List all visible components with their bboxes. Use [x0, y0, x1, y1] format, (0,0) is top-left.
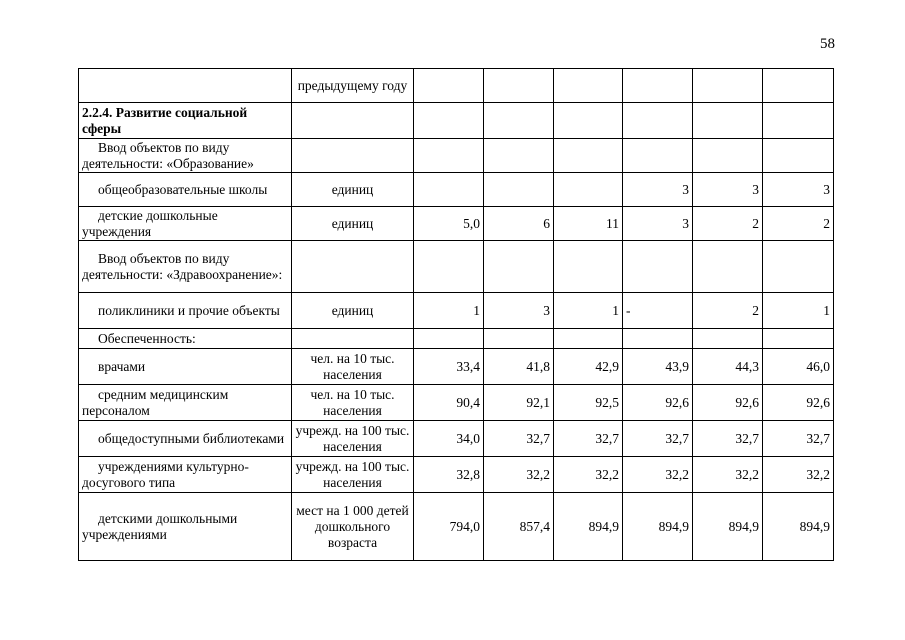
value-cell: 32,7: [623, 421, 693, 457]
value-cell: [693, 103, 763, 139]
row-unit: [292, 329, 414, 349]
value-cell: 894,9: [554, 493, 623, 561]
value-cell: 894,9: [693, 493, 763, 561]
value-cell: 92,6: [763, 385, 834, 421]
value-cell: 32,7: [484, 421, 554, 457]
value-cell: [554, 329, 623, 349]
value-cell: [414, 139, 484, 173]
table-row: [79, 493, 834, 561]
value-cell: [484, 103, 554, 139]
value-cell: 92,6: [623, 385, 693, 421]
row-unit: мест на 1 000 детей дошкольного возраста: [292, 493, 414, 561]
value-cell: 32,2: [554, 457, 623, 493]
value-cell: [484, 69, 554, 103]
table-row: [79, 103, 834, 139]
row-name: врачами: [79, 349, 292, 385]
value-cell: [693, 329, 763, 349]
value-cell: 90,4: [414, 385, 484, 421]
value-cell: 32,7: [554, 421, 623, 457]
value-cell: 1: [414, 293, 484, 329]
value-cell: 32,2: [484, 457, 554, 493]
value-cell: [414, 173, 484, 207]
value-cell: [623, 103, 693, 139]
table-row: [79, 385, 834, 421]
value-cell: 44,3: [693, 349, 763, 385]
row-unit: [292, 241, 414, 293]
table-row: [79, 69, 834, 103]
value-cell: 857,4: [484, 493, 554, 561]
value-cell: [484, 139, 554, 173]
value-cell: [623, 139, 693, 173]
value-cell: [414, 69, 484, 103]
value-cell: 32,8: [414, 457, 484, 493]
table-row: [79, 241, 834, 293]
value-cell: [414, 103, 484, 139]
value-cell: 3: [623, 173, 693, 207]
value-cell: 43,9: [623, 349, 693, 385]
row-name: Ввод объектов по виду деятельности: «Образование»: [79, 139, 292, 173]
value-cell: 92,6: [693, 385, 763, 421]
row-name: детские дошкольные учреждения: [79, 207, 292, 241]
value-cell: [554, 241, 623, 293]
value-cell: 92,5: [554, 385, 623, 421]
row-name: Обеспеченность:: [79, 329, 292, 349]
value-cell: [693, 139, 763, 173]
value-cell: [554, 139, 623, 173]
value-cell: 41,8: [484, 349, 554, 385]
row-unit: единиц: [292, 207, 414, 241]
value-cell: [414, 329, 484, 349]
row-unit: единиц: [292, 293, 414, 329]
value-cell: 32,7: [693, 421, 763, 457]
row-unit: чел. на 10 тыс. населения: [292, 349, 414, 385]
value-cell: 2: [693, 293, 763, 329]
table-row: [79, 293, 834, 329]
value-cell: [623, 241, 693, 293]
row-name: учреждениями культурно-досугового типа: [79, 457, 292, 493]
row-unit: чел. на 10 тыс. населения: [292, 385, 414, 421]
value-cell: 894,9: [763, 493, 834, 561]
value-cell: 1: [763, 293, 834, 329]
value-cell: [763, 139, 834, 173]
value-cell: 5,0: [414, 207, 484, 241]
value-cell: [484, 173, 554, 207]
row-name: [79, 69, 292, 103]
value-cell: 42,9: [554, 349, 623, 385]
value-cell: [554, 173, 623, 207]
table-row: [79, 329, 834, 349]
row-unit: предыдущему году: [292, 69, 414, 103]
value-cell: 34,0: [414, 421, 484, 457]
value-cell: [763, 241, 834, 293]
value-cell: 6: [484, 207, 554, 241]
value-cell: 32,2: [693, 457, 763, 493]
row-name: 2.2.4. Развитие социальной сферы: [79, 103, 292, 139]
value-cell: [693, 69, 763, 103]
value-cell: 3: [693, 173, 763, 207]
table-body: [79, 69, 834, 561]
value-cell: 1: [554, 293, 623, 329]
table-row: [79, 421, 834, 457]
row-unit: единиц: [292, 173, 414, 207]
table-row: [79, 457, 834, 493]
row-name: общеобразовательные школы: [79, 173, 292, 207]
value-cell: [484, 241, 554, 293]
value-cell: 3: [484, 293, 554, 329]
row-unit: [292, 103, 414, 139]
value-cell: 11: [554, 207, 623, 241]
value-cell: [763, 69, 834, 103]
row-unit: учрежд. на 100 тыс. населения: [292, 457, 414, 493]
table-row: [79, 349, 834, 385]
value-cell: 3: [763, 173, 834, 207]
row-name: детскими дошкольными учреждениями: [79, 493, 292, 561]
value-cell: -: [623, 293, 693, 329]
table-row: [79, 173, 834, 207]
value-cell: 46,0: [763, 349, 834, 385]
row-unit: учрежд. на 100 тыс. населения: [292, 421, 414, 457]
value-cell: [623, 329, 693, 349]
table-row: [79, 207, 834, 241]
value-cell: 33,4: [414, 349, 484, 385]
value-cell: 2: [763, 207, 834, 241]
table-row: [79, 139, 834, 173]
value-cell: 92,1: [484, 385, 554, 421]
row-unit: [292, 139, 414, 173]
value-cell: 32,7: [763, 421, 834, 457]
value-cell: [484, 329, 554, 349]
value-cell: 894,9: [623, 493, 693, 561]
page-number: 58: [820, 36, 835, 52]
value-cell: [763, 329, 834, 349]
row-name: средним медицинским персоналом: [79, 385, 292, 421]
value-cell: [623, 69, 693, 103]
value-cell: 2: [693, 207, 763, 241]
row-name: Ввод объектов по виду деятельности: «Здравоохранение»:: [79, 241, 292, 293]
value-cell: 32,2: [623, 457, 693, 493]
row-name: поликлиники и прочие объекты: [79, 293, 292, 329]
value-cell: [763, 103, 834, 139]
value-cell: 3: [623, 207, 693, 241]
value-cell: [414, 241, 484, 293]
value-cell: 32,2: [763, 457, 834, 493]
row-name: общедоступными библиотеками: [79, 421, 292, 457]
value-cell: [554, 103, 623, 139]
value-cell: [554, 69, 623, 103]
data-table: [78, 68, 834, 561]
value-cell: [693, 241, 763, 293]
value-cell: 794,0: [414, 493, 484, 561]
